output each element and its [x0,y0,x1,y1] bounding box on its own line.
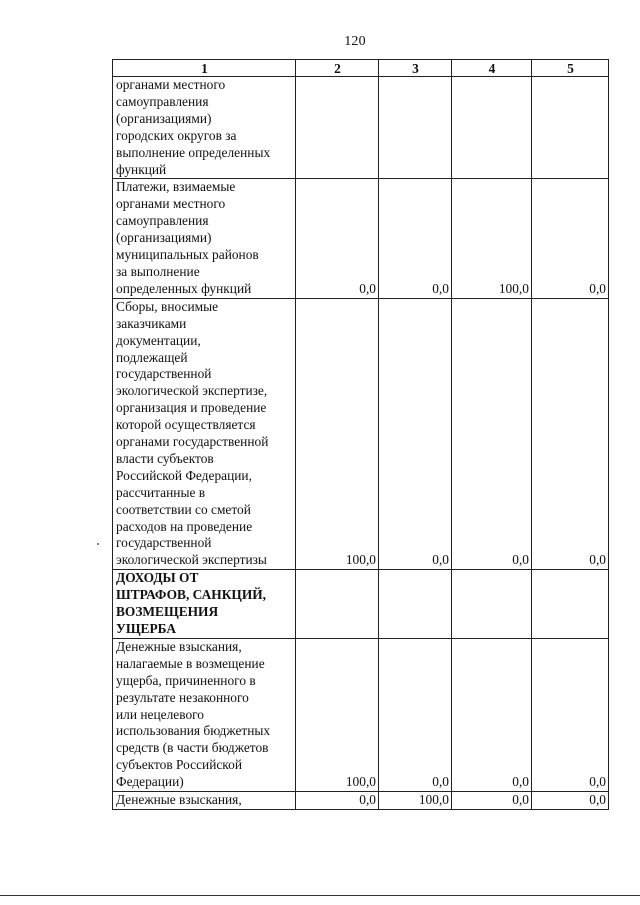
value-cell-col2 [296,77,379,179]
value-cell-col2: 0,0 [296,179,379,298]
value-cell-col4 [452,77,532,179]
table-row [113,638,609,791]
section-header-row [113,570,609,639]
table-row [113,298,609,570]
page-bottom-rule [0,895,640,896]
value-cell-col5: 0,0 [532,179,609,298]
table-row [113,179,609,298]
column-header-4: 4 [452,60,532,77]
value-cell-col5: 0,0 [532,792,609,810]
value-cell-col5: 0,0 [532,298,609,570]
value-cell-col4: 0,0 [452,298,532,570]
value-cell-col3 [379,77,452,179]
value-cell-col5: 0,0 [532,638,609,791]
value-cell-col3: 0,0 [379,298,452,570]
value-cell-col3: 100,0 [379,792,452,810]
table-row [113,792,609,810]
value-cell-col3 [379,570,452,639]
value-cell-col4: 0,0 [452,638,532,791]
row-name-cell: Денежные взыскания, [113,792,296,810]
header-row [113,60,609,77]
value-cell-col5 [532,570,609,639]
section-heading-cell: ДОХОДЫ ОТ ШТРАФОВ, САНКЦИЙ, ВОЗМЕЩЕНИЯ УЩЕРБА [113,570,296,639]
value-cell-col2: 100,0 [296,298,379,570]
budget-table [112,59,609,810]
value-cell-col4 [452,570,532,639]
column-header-5: 5 [532,60,609,77]
value-cell-col4: 100,0 [452,179,532,298]
value-cell-col2: 0,0 [296,792,379,810]
column-header-3: 3 [379,60,452,77]
value-cell-col2 [296,570,379,639]
value-cell-col3: 0,0 [379,638,452,791]
row-name-cell: Сборы, вносимые заказчиками документации, подлежащей государственной экологической экспертизе, организация и проведение которой осуществляется органами государственной власти субъектов Российской Федерации, рассчитанные в соответствии со сметой расходов на проведение государственной экологической экспертизы [113,298,296,570]
page-number: 120 [344,34,366,49]
value-cell-col4: 0,0 [452,792,532,810]
value-cell-col2: 100,0 [296,638,379,791]
table-row [113,77,609,179]
scan-speck [97,543,99,545]
value-cell-col5 [532,77,609,179]
row-name-cell: Платежи, взимаемые органами местного самоуправления (организациями) муниципальных районов за выполнение определенных функций [113,179,296,298]
row-name-cell: Денежные взыскания, налагаемые в возмещение ущерба, причиненного в результате незаконного или нецелевого использования бюджетных средств (в части бюджетов субъектов Российской Федерации) [113,638,296,791]
value-cell-col3: 0,0 [379,179,452,298]
column-header-2: 2 [296,60,379,77]
column-header-1: 1 [113,60,296,77]
row-name-cell: органами местного самоуправления (организациями) городских округов за выполнение определенных функций [113,77,296,179]
